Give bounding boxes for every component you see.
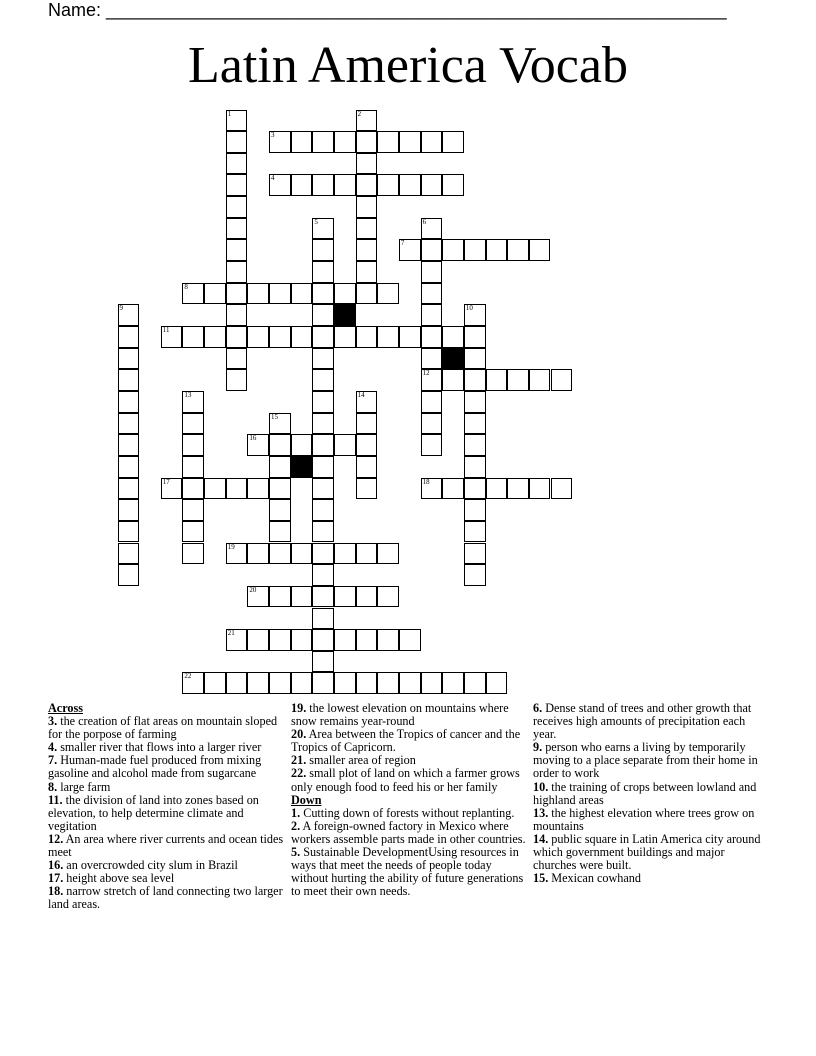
- grid-cell[interactable]: [226, 543, 248, 565]
- clue-number: 8.: [48, 779, 58, 794]
- grid-cell[interactable]: [118, 434, 140, 456]
- grid-cell[interactable]: [377, 672, 399, 694]
- grid-cell[interactable]: [356, 326, 378, 348]
- clue-number: 12.: [48, 831, 64, 846]
- clue-number: 4.: [48, 740, 58, 755]
- grid-cell[interactable]: [226, 348, 248, 370]
- clue-text: Area between the Tropics of cancer and the Tropics of Capricorn.: [291, 727, 521, 755]
- grid-cell[interactable]: [334, 586, 356, 608]
- cell-number: 8: [184, 282, 188, 291]
- clue-text: Sustainable DevelopmentUsing resources in ways that meet the needs of people today without hurting the ability of future generations to meet their own needs.: [291, 845, 524, 899]
- name-field-label: Name: ______________________________________________________________: [48, 0, 727, 20]
- clue-number: 20.: [291, 727, 307, 742]
- clue-number: 2.: [291, 818, 301, 833]
- grid-cell[interactable]: [377, 174, 399, 196]
- clue-number: 9.: [533, 740, 543, 755]
- grid-cell[interactable]: [356, 174, 378, 196]
- grid-cell[interactable]: [486, 672, 508, 694]
- grid-cell[interactable]: [356, 218, 378, 240]
- clue-number: 10.: [533, 779, 549, 794]
- grid-cell[interactable]: [312, 651, 334, 673]
- page-title: Latin America Vocab: [188, 37, 628, 94]
- cell-number: 19: [227, 542, 235, 551]
- clue-text: the lowest elevation on mountains where snow remains year-round: [291, 701, 509, 729]
- cell-number: 11: [162, 326, 170, 334]
- clue-number: 3.: [48, 714, 58, 729]
- grid-cell[interactable]: [421, 326, 443, 348]
- grid-cell[interactable]: [464, 672, 486, 694]
- grid-cell[interactable]: [464, 304, 486, 326]
- grid-cell[interactable]: [507, 478, 529, 500]
- grid-cell[interactable]: [421, 304, 443, 326]
- grid-cell[interactable]: [421, 672, 443, 694]
- grid-cell[interactable]: [377, 629, 399, 651]
- clue-number: 21.: [291, 753, 307, 768]
- grid-cell[interactable]: [356, 131, 378, 153]
- grid-cell[interactable]: [291, 629, 313, 651]
- grid-cell[interactable]: [269, 499, 291, 521]
- grid-cell[interactable]: [182, 672, 204, 694]
- grid-cell[interactable]: [269, 521, 291, 543]
- cell-number: 16: [249, 434, 257, 443]
- grid-cell[interactable]: [399, 326, 421, 348]
- grid-cell[interactable]: [269, 131, 291, 153]
- grid-cell[interactable]: [312, 586, 334, 608]
- clue-item: [291, 767, 531, 793]
- cell-number: 9: [119, 304, 123, 313]
- grid-cell[interactable]: [529, 239, 551, 261]
- across-clue-list-continued: [291, 702, 531, 794]
- grid-cell[interactable]: [464, 391, 486, 413]
- clue-text: Human-made fuel produced from mixing gasoline and alcohol made from sugarcane: [48, 753, 262, 781]
- grid-cell[interactable]: [226, 196, 248, 218]
- black-square: [334, 304, 356, 326]
- clue-number: 22.: [291, 766, 307, 781]
- clue-number: 13.: [533, 805, 549, 820]
- grid-cell[interactable]: [464, 369, 486, 391]
- grid-cell[interactable]: [247, 326, 269, 348]
- clue-number: 14.: [533, 831, 549, 846]
- clue-item: [291, 820, 531, 846]
- grid-cell[interactable]: [182, 456, 204, 478]
- clue-item: [291, 728, 531, 754]
- grid-cell[interactable]: [226, 218, 248, 240]
- clue-number: 7.: [48, 753, 58, 768]
- grid-cell[interactable]: [182, 521, 204, 543]
- grid-cell[interactable]: [312, 369, 334, 391]
- grid-cell[interactable]: [464, 478, 486, 500]
- cell-number: 14: [357, 390, 365, 399]
- grid-cell[interactable]: [247, 434, 269, 456]
- grid-cell[interactable]: [204, 326, 226, 348]
- grid-cell[interactable]: [269, 326, 291, 348]
- grid-cell[interactable]: [247, 629, 269, 651]
- clue-text: An area where river currents and ocean tides meet: [48, 831, 284, 860]
- grid-cell[interactable]: [312, 629, 334, 651]
- grid-cell[interactable]: [356, 413, 378, 435]
- grid-cell[interactable]: [507, 239, 529, 261]
- grid-cell[interactable]: [161, 326, 183, 348]
- grid-cell[interactable]: [182, 499, 204, 521]
- grid-cell[interactable]: [442, 326, 464, 348]
- grid-cell[interactable]: [464, 434, 486, 456]
- clue-text: height above sea level: [63, 871, 175, 886]
- grid-cell[interactable]: [269, 586, 291, 608]
- clue-item: [48, 833, 288, 859]
- grid-cell[interactable]: [312, 283, 334, 305]
- grid-cell[interactable]: [399, 174, 421, 196]
- grid-cell[interactable]: [486, 478, 508, 500]
- clue-text: smaller river that flows into a larger river: [57, 740, 262, 755]
- grid-cell[interactable]: [312, 413, 334, 435]
- grid-cell[interactable]: [226, 239, 248, 261]
- grid-cell[interactable]: [421, 348, 443, 370]
- grid-cell[interactable]: [269, 456, 291, 478]
- grid-cell[interactable]: [312, 391, 334, 413]
- grid-cell[interactable]: [442, 478, 464, 500]
- grid-cell[interactable]: [312, 348, 334, 370]
- grid-cell[interactable]: [247, 543, 269, 565]
- grid-cell[interactable]: [269, 543, 291, 565]
- grid-cell[interactable]: [291, 543, 313, 565]
- grid-cell[interactable]: [399, 131, 421, 153]
- clue-text: the division of land into zones based on elevation, to help determine climate and vegitation: [48, 792, 259, 833]
- grid-cell[interactable]: [442, 672, 464, 694]
- grid-cell[interactable]: [118, 543, 140, 565]
- grid-cell[interactable]: [204, 478, 226, 500]
- cell-number: 4: [271, 174, 275, 183]
- clue-number: 6.: [533, 701, 543, 715]
- black-square: [442, 348, 464, 370]
- clue-column-3: [533, 702, 768, 885]
- clue-number: 16.: [48, 858, 64, 873]
- grid-cell[interactable]: [356, 586, 378, 608]
- grid-cell[interactable]: [269, 478, 291, 500]
- grid-cell[interactable]: [464, 543, 486, 565]
- clue-text: the training of crops between lowland and highland areas: [533, 779, 757, 807]
- grid-cell[interactable]: [161, 478, 183, 500]
- grid-cell[interactable]: [118, 369, 140, 391]
- grid-cell[interactable]: [182, 434, 204, 456]
- grid-cell[interactable]: [421, 369, 443, 391]
- grid-cell[interactable]: [421, 391, 443, 413]
- clue-item: [291, 702, 531, 728]
- grid-cell[interactable]: [118, 521, 140, 543]
- grid-cell[interactable]: [312, 608, 334, 630]
- clue-number: 19.: [291, 701, 307, 715]
- cell-number: 1: [227, 109, 232, 118]
- grid-cell[interactable]: [291, 283, 313, 305]
- grid-cell[interactable]: [356, 543, 378, 565]
- cell-number: 17: [162, 477, 170, 486]
- grid-cell[interactable]: [226, 629, 248, 651]
- grid-cell[interactable]: [226, 283, 248, 305]
- grid-cell[interactable]: [356, 456, 378, 478]
- grid-cell[interactable]: [226, 326, 248, 348]
- grid-cell[interactable]: [399, 629, 421, 651]
- grid-cell[interactable]: [442, 369, 464, 391]
- grid-cell[interactable]: [269, 283, 291, 305]
- across-header: Across: [48, 701, 83, 715]
- grid-cell[interactable]: [529, 369, 551, 391]
- clue-item: [533, 872, 768, 885]
- grid-cell[interactable]: [464, 348, 486, 370]
- cell-number: 18: [422, 477, 430, 486]
- grid-cell[interactable]: [464, 499, 486, 521]
- cell-number: 5: [314, 217, 318, 226]
- clue-item: [48, 885, 288, 911]
- grid-cell[interactable]: [247, 586, 269, 608]
- cell-number: 6: [422, 217, 427, 226]
- grid-cell[interactable]: [226, 110, 248, 132]
- grid-cell[interactable]: [421, 478, 443, 500]
- grid-cell[interactable]: [118, 391, 140, 413]
- cell-number: 12: [422, 369, 430, 378]
- grid-cell[interactable]: [247, 478, 269, 500]
- clue-number: 1.: [291, 805, 301, 820]
- grid-cell[interactable]: [204, 283, 226, 305]
- grid-cell[interactable]: [312, 174, 334, 196]
- grid-cell[interactable]: [486, 369, 508, 391]
- clue-item: [533, 781, 768, 807]
- grid-cell[interactable]: [334, 672, 356, 694]
- grid-cell[interactable]: [118, 564, 140, 586]
- grid-cell[interactable]: [377, 283, 399, 305]
- grid-cell[interactable]: [529, 478, 551, 500]
- grid-cell[interactable]: [312, 521, 334, 543]
- clue-item: [48, 794, 288, 833]
- clue-text: the creation of flat areas on mountain sloped for the porpose of farming: [48, 714, 278, 742]
- grid-cell[interactable]: [464, 326, 486, 348]
- grid-cell[interactable]: [334, 629, 356, 651]
- grid-cell[interactable]: [421, 283, 443, 305]
- clue-text: an overcrowded city slum in Brazil: [63, 858, 238, 873]
- grid-cell[interactable]: [312, 434, 334, 456]
- grid-cell[interactable]: [182, 391, 204, 413]
- grid-cell[interactable]: [377, 586, 399, 608]
- grid-cell[interactable]: [204, 672, 226, 694]
- grid-cell[interactable]: [421, 261, 443, 283]
- clue-text: small plot of land on which a farmer grows only enough food to feed his or her family: [291, 766, 520, 794]
- clue-number: 5.: [291, 845, 301, 860]
- clue-text: the highest elevation where trees grow on mountains: [533, 805, 755, 833]
- grid-cell[interactable]: [182, 283, 204, 305]
- grid-cell[interactable]: [291, 174, 313, 196]
- grid-cell[interactable]: [464, 239, 486, 261]
- down-clue-list-continued: [533, 702, 768, 885]
- grid-cell[interactable]: [291, 326, 313, 348]
- clue-text: smaller area of region: [306, 753, 416, 768]
- grid-cell[interactable]: [356, 261, 378, 283]
- clue-item: [48, 754, 288, 780]
- clue-text: A foreign-owned factory in Mexico where workers assemble parts made in other countries.: [291, 818, 526, 846]
- cell-number: 21: [227, 629, 235, 638]
- grid-cell[interactable]: [334, 174, 356, 196]
- grid-cell[interactable]: [312, 499, 334, 521]
- grid-cell[interactable]: [399, 672, 421, 694]
- grid-cell[interactable]: [334, 283, 356, 305]
- grid-cell[interactable]: [291, 672, 313, 694]
- clue-item: [533, 807, 768, 833]
- grid-cell[interactable]: [356, 196, 378, 218]
- clue-number: 18.: [48, 884, 64, 899]
- grid-cell[interactable]: [464, 564, 486, 586]
- grid-cell[interactable]: [421, 239, 443, 261]
- grid-cell[interactable]: [226, 174, 248, 196]
- grid-cell[interactable]: [312, 261, 334, 283]
- grid-cell[interactable]: [182, 326, 204, 348]
- cell-number: 22: [184, 672, 192, 681]
- grid-cell[interactable]: [356, 110, 378, 132]
- grid-cell[interactable]: [334, 434, 356, 456]
- grid-cell[interactable]: [356, 629, 378, 651]
- grid-cell[interactable]: [182, 413, 204, 435]
- down-header: Down: [291, 792, 322, 807]
- clue-item: [533, 702, 768, 741]
- clue-text: Dense stand of trees and other growth that receives high amounts of precipitation each year.: [533, 701, 752, 742]
- grid-cell[interactable]: [442, 239, 464, 261]
- grid-cell[interactable]: [269, 434, 291, 456]
- clue-number: 15.: [533, 871, 549, 886]
- grid-cell[interactable]: [226, 672, 248, 694]
- clue-number: 11.: [48, 792, 63, 807]
- clue-item: [48, 715, 288, 741]
- grid-cell[interactable]: [377, 326, 399, 348]
- grid-cell[interactable]: [551, 478, 573, 500]
- clue-column-1: [48, 702, 288, 912]
- grid-cell[interactable]: [334, 326, 356, 348]
- grid-cell[interactable]: [118, 413, 140, 435]
- grid-cell[interactable]: [118, 499, 140, 521]
- grid-cell[interactable]: [226, 369, 248, 391]
- grid-cell[interactable]: [118, 456, 140, 478]
- grid-cell[interactable]: [118, 478, 140, 500]
- grid-cell[interactable]: [356, 283, 378, 305]
- clue-number: 17.: [48, 871, 64, 886]
- grid-cell[interactable]: [269, 174, 291, 196]
- clue-text: large farm: [57, 779, 111, 794]
- grid-cell[interactable]: [291, 434, 313, 456]
- grid-cell[interactable]: [226, 478, 248, 500]
- grid-cell[interactable]: [247, 672, 269, 694]
- grid-cell[interactable]: [247, 283, 269, 305]
- grid-cell[interactable]: [377, 131, 399, 153]
- grid-cell[interactable]: [226, 131, 248, 153]
- grid-cell[interactable]: [312, 131, 334, 153]
- grid-cell[interactable]: [551, 369, 573, 391]
- grid-cell[interactable]: [312, 304, 334, 326]
- grid-cell[interactable]: [464, 456, 486, 478]
- grid-cell[interactable]: [356, 434, 378, 456]
- cell-number: 3: [271, 131, 275, 140]
- grid-cell[interactable]: [291, 131, 313, 153]
- grid-cell[interactable]: [312, 456, 334, 478]
- grid-cell[interactable]: [442, 131, 464, 153]
- cell-number: 2: [357, 109, 362, 118]
- clue-item: [533, 833, 768, 872]
- grid-cell[interactable]: [312, 218, 334, 240]
- cell-number: 10: [465, 304, 473, 313]
- clue-item: [533, 741, 768, 780]
- grid-cell[interactable]: [118, 304, 140, 326]
- grid-cell[interactable]: [356, 672, 378, 694]
- across-clue-list: [48, 715, 288, 911]
- grid-cell[interactable]: [421, 413, 443, 435]
- grid-cell[interactable]: [312, 672, 334, 694]
- grid-cell[interactable]: [356, 239, 378, 261]
- grid-cell[interactable]: [421, 174, 443, 196]
- grid-cell[interactable]: [269, 629, 291, 651]
- grid-cell[interactable]: [118, 326, 140, 348]
- cell-number: 15: [271, 412, 278, 421]
- grid-cell[interactable]: [377, 543, 399, 565]
- grid-cell[interactable]: [312, 326, 334, 348]
- grid-cell[interactable]: [356, 478, 378, 500]
- cell-number: 13: [184, 390, 192, 399]
- grid-cell[interactable]: [507, 369, 529, 391]
- grid-cell[interactable]: [118, 348, 140, 370]
- grid-cell[interactable]: [356, 153, 378, 175]
- grid-cell[interactable]: [356, 391, 378, 413]
- grid-cell[interactable]: [334, 131, 356, 153]
- grid-cell[interactable]: [421, 218, 443, 240]
- down-clue-list: [291, 807, 531, 899]
- grid-cell[interactable]: [312, 543, 334, 565]
- grid-cell[interactable]: [399, 239, 421, 261]
- cell-number: 7: [400, 239, 405, 248]
- grid-cell[interactable]: [226, 261, 248, 283]
- grid-cell[interactable]: [334, 543, 356, 565]
- grid-cell[interactable]: [269, 672, 291, 694]
- grid-cell[interactable]: [312, 239, 334, 261]
- clue-text: public square in Latin America city around which government buildings and major churches were built.: [533, 831, 761, 873]
- grid-cell[interactable]: [421, 131, 443, 153]
- grid-cell[interactable]: [226, 304, 248, 326]
- grid-cell[interactable]: [312, 478, 334, 500]
- grid-cell[interactable]: [182, 478, 204, 500]
- clue-column-2: [291, 702, 531, 898]
- grid-cell[interactable]: [442, 174, 464, 196]
- clue-text: person who earns a living by temporarily moving to a place separate from their home in order to work: [533, 740, 758, 781]
- grid-cell[interactable]: [269, 413, 291, 435]
- grid-cell[interactable]: [182, 543, 204, 565]
- grid-cell[interactable]: [421, 434, 443, 456]
- clue-text: narrow stretch of land connecting two larger land areas.: [48, 884, 283, 912]
- cell-number: 20: [249, 585, 257, 594]
- grid-cell[interactable]: [291, 586, 313, 608]
- clue-item: [291, 846, 531, 898]
- grid-cell[interactable]: [464, 413, 486, 435]
- clue-text: Cutting down of forests without replanting.: [300, 805, 515, 820]
- black-square: [291, 456, 313, 478]
- grid-cell[interactable]: [226, 153, 248, 175]
- grid-cell[interactable]: [486, 239, 508, 261]
- grid-cell[interactable]: [464, 521, 486, 543]
- clue-text: Mexican cowhand: [548, 871, 641, 886]
- grid-cell[interactable]: [312, 564, 334, 586]
